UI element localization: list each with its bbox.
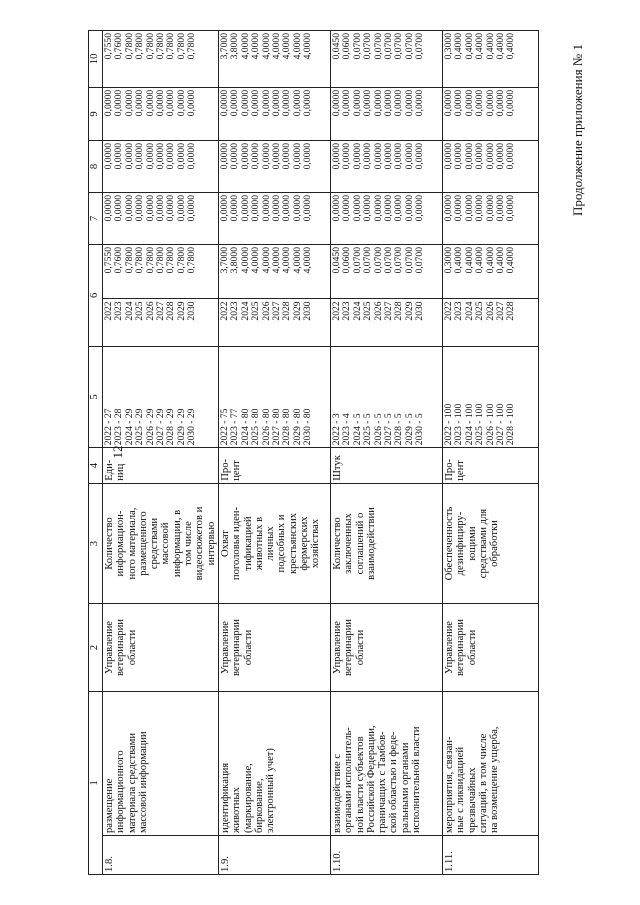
local-amount: 0,0000 0,0000 0,0000 0,0000 0,0000 0,0000 0,0000 0,0000 0,0000: [218, 87, 330, 140]
extra-amount: 0,3000 0,4000 0,4000 0,4000 0,4000 0,4000 0,4000: [442, 31, 538, 88]
header-cell-4: 4: [89, 448, 103, 483]
table-row: [218, 31, 330, 875]
local-amount: 0,0000 0,0000 0,0000 0,0000 0,0000 0,0000 0,0000 0,0000 0,0000: [103, 87, 219, 140]
total-amount: 0,7550 0,7600 0,7800 0,7800 0,7800 0,7800 0,7800 0,7800 0,7800: [103, 245, 219, 299]
target-values: 2022 - 100 2023 - 100 2024 - 100 2025 - 100 2026 - 100 2027 - 100 2028 - 100: [442, 346, 538, 448]
unit: Про- цент: [442, 448, 538, 483]
federal-amount: 0,0000 0,0000 0,0000 0,0000 0,0000 0,0000 0,0000 0,0000 0,0000: [103, 193, 219, 245]
header-cell-10: 10: [89, 31, 103, 88]
header-cell-2: 2: [89, 604, 103, 691]
header-cell-7: 7: [89, 193, 103, 245]
measure-name: идентификация животных (маркирование, биркование, электронный учет): [218, 691, 330, 835]
regional-amount: 0,0000 0,0000 0,0000 0,0000 0,0000 0,0000 0,0000 0,0000 0,0000: [330, 141, 442, 193]
regional-amount: 0,0000 0,0000 0,0000 0,0000 0,0000 0,0000 0,0000 0,0000 0,0000: [218, 141, 330, 193]
table-row: [442, 31, 538, 875]
total-amount: 0,3000 0,4000 0,4000 0,4000 0,4000 0,4000 0,4000: [442, 245, 538, 299]
executor: Управление ветеринарии области: [103, 604, 219, 691]
year-list: 2022 2023 2024 2025 2026 2027 2028 2029 2030: [330, 299, 442, 346]
extra-amount: 0,7550 0,7600 0,7800 0,7800 0,7800 0,7800 0,7800 0,7800 0,7800: [103, 31, 219, 88]
header-cell-5: 5: [89, 346, 103, 448]
unit: Штук: [330, 448, 442, 483]
indicator: Обеспеченность дезинфициру- ющими средствами для обработки: [442, 483, 538, 604]
row-number: 1.11.: [442, 836, 538, 875]
target-values: 2022 - 75 2023 - 77 2024 - 80 2025 - 80 2026 - 80 2027 - 80 2028 - 80 2029 - 80 2030 - 80: [218, 346, 330, 448]
row-number: 1.9.: [218, 836, 330, 875]
page-number: 12: [110, 445, 125, 459]
header-row: [89, 31, 103, 875]
header-cell-3: 3: [89, 483, 103, 604]
measure-name: мероприятия, связан- ные с ликвидацией чрезвычайных ситуаций, в том числе на возмещение ущерба,: [442, 691, 538, 835]
extra-amount: 0,0450 0,0600 0,0700 0,0700 0,0700 0,0700 0,0700 0,0700 0,0700: [330, 31, 442, 88]
executor: Управление ветеринарии области: [218, 604, 330, 691]
unit: Про- цент: [218, 448, 330, 483]
target-values: 2022 - 27 2023 - 28 2024 - 29 2025 - 29 2026 - 29 2027 - 29 2028 - 29 2029 - 29 2030 - 29: [103, 346, 219, 448]
year-list: 2022 2023 2024 2025 2026 2027 2028: [442, 299, 538, 346]
header-cell-9: 9: [89, 87, 103, 140]
local-amount: 0,0000 0,0000 0,0000 0,0000 0,0000 0,0000 0,0000: [442, 87, 538, 140]
table-frame: [88, 30, 552, 875]
table-row: [330, 31, 442, 875]
row-number: 1.10.: [330, 836, 442, 875]
regional-amount: 0,0000 0,0000 0,0000 0,0000 0,0000 0,0000 0,0000: [442, 141, 538, 193]
measure-name: размещение информационного материала средствами массовой информации: [103, 691, 219, 835]
program-table: [88, 30, 539, 875]
regional-amount: 0,0000 0,0000 0,0000 0,0000 0,0000 0,0000 0,0000 0,0000 0,0000: [103, 141, 219, 193]
total-amount: 3,7000 3,8000 4,0000 4,0000 4,0000 4,0000 4,0000 4,0000 4,0000: [218, 245, 330, 299]
header-cell-6: 6: [89, 245, 103, 347]
target-values: 2022 - 3 2023 - 4 2024 - 5 2025 - 5 2026 - 5 2027 - 5 2028 - 5 2029 - 5 2030 - 5: [330, 346, 442, 448]
indicator: Охват поголовья иден- тификацией животных в личных подсобных и крестьянских фермерских хозяйствах: [218, 483, 330, 604]
total-amount: 0,0450 0,0600 0,0700 0,0700 0,0700 0,0700 0,0700 0,0700 0,0700: [330, 245, 442, 299]
indicator: Количество информацион- ного материала, размещенного средствами массовой информации, в том числе видеосюжетов и интервью: [103, 483, 219, 604]
rotated-table-layer: [88, 30, 552, 875]
continuation-label: Продолжение приложения № 1: [570, 44, 585, 216]
indicator: Количество заключенных соглашений о взаимодействии: [330, 483, 442, 604]
extra-amount: 3,7000 3,8000 4,0000 4,0000 4,0000 4,0000 4,0000 4,0000 4,0000: [218, 31, 330, 88]
executor: Управление ветеринарии области: [330, 604, 442, 691]
year-list: 2022 2023 2024 2025 2026 2027 2028 2029 2030: [218, 299, 330, 346]
header-cell-1: 1: [89, 691, 103, 874]
measure-name: взаимодействие с органами исполнитель- ной власти субъектов Российской Федерации, граничащих с Тамбов- ской областью и феде- ральными органами исполнительной власти: [330, 691, 442, 835]
year-list: 2022 2023 2024 2025 2026 2027 2028 2029 2030: [103, 299, 219, 346]
executor: Управление ветеринарии области: [442, 604, 538, 691]
local-amount: 0,0000 0,0000 0,0000 0,0000 0,0000 0,0000 0,0000 0,0000 0,0000: [330, 87, 442, 140]
federal-amount: 0,0000 0,0000 0,0000 0,0000 0,0000 0,0000 0,0000 0,0000 0,0000: [218, 193, 330, 245]
unit: Еди- ниц: [103, 448, 219, 483]
header-cell-8: 8: [89, 141, 103, 193]
row-number: 1.8.: [103, 836, 219, 875]
federal-amount: 0,0000 0,0000 0,0000 0,0000 0,0000 0,0000 0,0000 0,0000 0,0000: [330, 193, 442, 245]
table-row: [103, 31, 219, 875]
federal-amount: 0,0000 0,0000 0,0000 0,0000 0,0000 0,0000 0,0000: [442, 193, 538, 245]
